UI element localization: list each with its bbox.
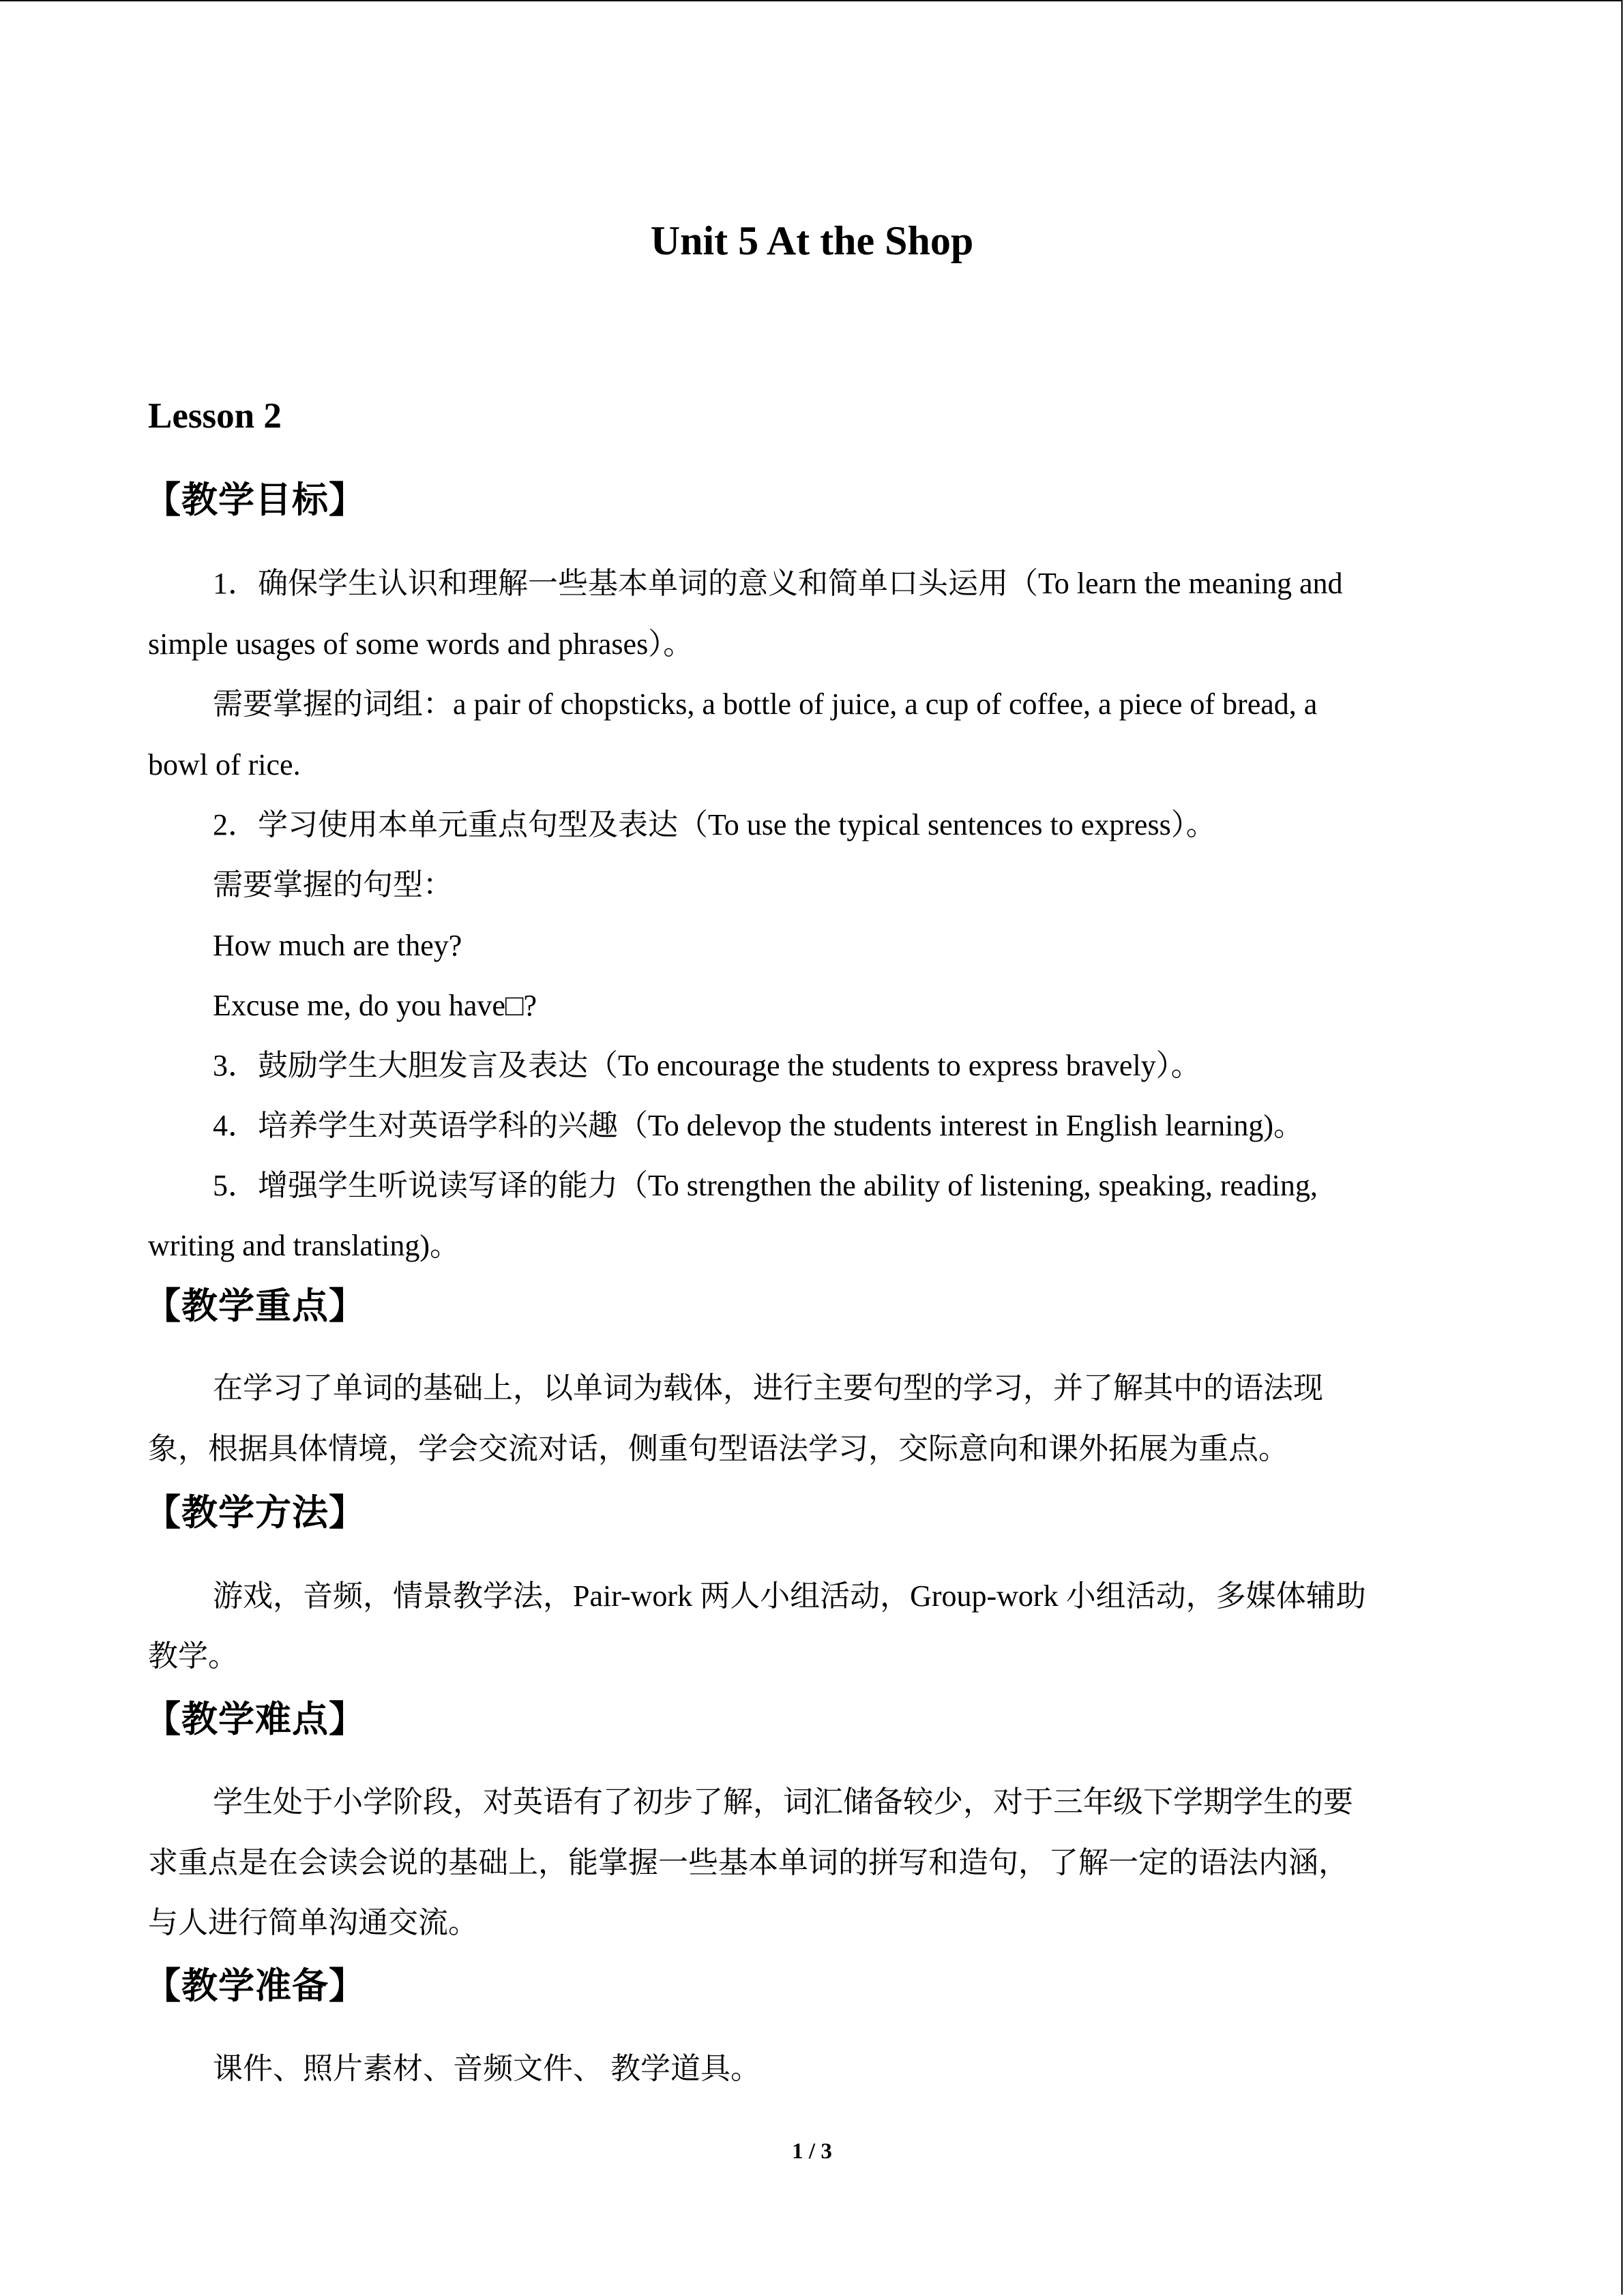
objective-line: 需要掌握的句型：	[213, 868, 453, 901]
document-title: Unit 5 At the Shop	[650, 218, 974, 263]
objective-line: Excuse me, do you have□?	[213, 989, 537, 1022]
key-points-line: 在学习了单词的基础上，以单词为载体，进行主要句型的学习，并了解其中的语法现	[213, 1371, 1323, 1405]
methods-line: 游戏，音频，情景教学法，Pair-work 两人小组活动，Group-work 小组活动，多媒体辅助	[213, 1579, 1366, 1613]
objective-line: 4．培养学生对英语学科的兴趣（To delevop the students interest in English learning)。	[213, 1109, 1304, 1142]
objective-line: 5．增强学生听说读写译的能力（To strengthen the ability of listening, speaking, reading,	[213, 1169, 1318, 1202]
section-heading-preparation: 【教学准备】	[145, 1967, 366, 2006]
section-heading-methods: 【教学方法】	[145, 1493, 366, 1533]
difficulties-line: 学生处于小学阶段，对英语有了初步了解，词汇储备较少，对于三年级下学期学生的要	[213, 1785, 1353, 1819]
objective-line: 2．学习使用本单元重点句型及表达（To use the typical sentences to express）。	[213, 808, 1216, 841]
page-number: 1 / 3	[792, 2139, 832, 2164]
objective-line: 1．确保学生认识和理解一些基本单词的意义和简单口头运用（To learn the meaning and	[213, 567, 1343, 600]
section-heading-key-points: 【教学重点】	[145, 1287, 366, 1326]
key-points-line: 象，根据具体情境，学会交流对话，侧重句型语法学习，交际意向和课外拓展为重点。	[148, 1432, 1288, 1465]
objective-line: writing and translating)。	[148, 1229, 460, 1262]
section-heading-objectives: 【教学目标】	[145, 481, 366, 520]
methods-line: 教学。	[148, 1639, 238, 1673]
section-heading-difficulties: 【教学难点】	[145, 1700, 366, 1740]
objective-line: How much are they?	[213, 929, 462, 962]
difficulties-line: 与人进行简单沟通交流。	[148, 1906, 478, 1939]
objective-line: 需要掌握的词组：a pair of chopsticks, a bottle of juice, a cup of coffee, a piece of bread, a	[213, 687, 1318, 721]
preparation-line: 课件、照片素材、音频文件、 教学道具。	[213, 2052, 761, 2085]
lesson-heading: Lesson 2	[148, 396, 282, 436]
difficulties-line: 求重点是在会读会说的基础上，能掌握一些基本单词的拼写和造句，了解一定的语法内涵，	[148, 1846, 1348, 1879]
objective-line: bowl of rice.	[148, 748, 301, 781]
objective-line: 3．鼓励学生大胆发言及表达（To encourage the students to express bravely）。	[213, 1049, 1201, 1082]
objective-line: simple usages of some words and phrases）。	[148, 627, 694, 661]
